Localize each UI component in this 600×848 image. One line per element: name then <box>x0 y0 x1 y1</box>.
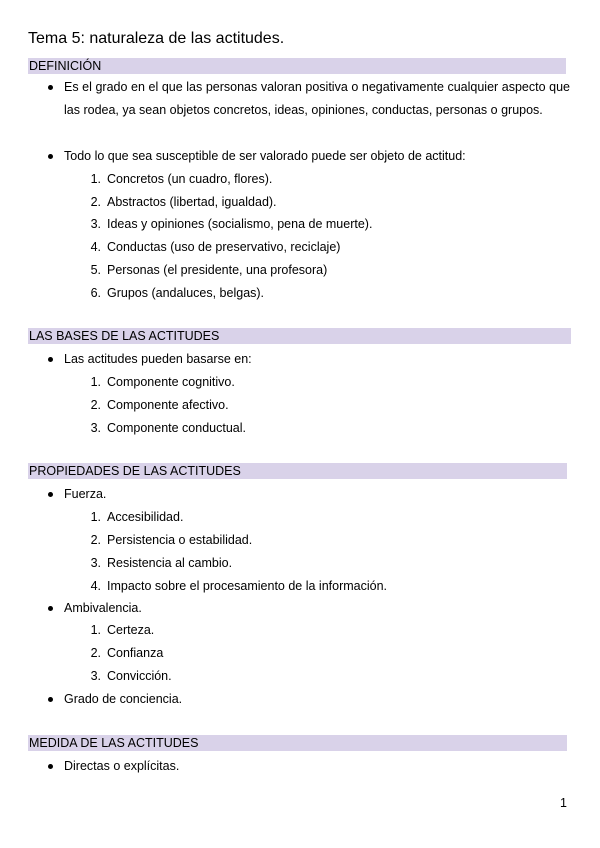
bullet-medida-1: Directas o explícitas. <box>64 755 179 778</box>
bullet-definicion-1: Es el grado en el que las personas valoran positiva o negativamente cualquier aspecto que las rodea, ya sean objetos concretos, ideas, opiniones, conductas, personas o grupos. <box>64 76 570 122</box>
document-title: Tema 5: naturaleza de las actitudes. <box>28 30 285 47</box>
list-item-definicion-3 <box>82 213 372 236</box>
section-heading-medida: MEDIDA DE LAS ACTITUDES <box>28 735 567 751</box>
bullet-bases-1: Las actitudes pueden basarse en: <box>64 348 252 371</box>
list-item-text: Persistencia o estabilidad. <box>107 533 253 547</box>
bullet-ambivalencia: Ambivalencia. <box>64 597 142 620</box>
list-item-text: Convicción. <box>107 669 172 683</box>
list-item-text: Componente afectivo. <box>107 398 229 412</box>
bullet-fuerza: Fuerza. <box>64 483 106 506</box>
bullet-definicion-2: Todo lo que sea susceptible de ser valorado puede ser objeto de actitud: <box>64 145 466 168</box>
list-item-definicion-4 <box>82 236 340 259</box>
list-number: 2. <box>90 195 101 209</box>
list-item-fuerza-4 <box>82 575 387 598</box>
list-item-text: Confianza <box>107 646 164 660</box>
list-item-bases-2 <box>82 394 229 417</box>
list-item-fuerza-1 <box>82 506 183 529</box>
list-number: 1. <box>90 623 101 637</box>
list-item-fuerza-3 <box>82 552 232 575</box>
list-item-text: Conductas (uso de preservativo, reciclaje) <box>107 240 341 254</box>
list-number: 3. <box>90 556 101 570</box>
list-item-definicion-5 <box>82 259 327 282</box>
list-item-text: Impacto sobre el procesamiento de la información. <box>107 579 388 593</box>
list-number: 3. <box>90 421 101 435</box>
page-number: 1 <box>560 796 567 810</box>
list-item-text: Personas (el presidente, una profesora) <box>107 263 328 277</box>
list-item-text: Resistencia al cambio. <box>107 556 233 570</box>
list-number: 3. <box>90 217 101 231</box>
list-number: 2. <box>90 398 101 412</box>
list-item-text: Grupos (andaluces, belgas). <box>107 286 265 300</box>
list-number: 6. <box>90 286 101 300</box>
list-item-text: Componente conductual. <box>107 421 246 435</box>
list-number: 5. <box>90 263 101 277</box>
list-item-text: Accesibilidad. <box>107 510 184 524</box>
list-item-text: Componente cognitivo. <box>107 375 235 389</box>
list-item-bases-3 <box>82 417 246 440</box>
list-number: 2. <box>90 646 101 660</box>
list-number: 1. <box>90 510 101 524</box>
list-item-definicion-2 <box>82 191 277 214</box>
list-item-text: Certeza. <box>107 623 155 637</box>
bullet-grado-conciencia: Grado de conciencia. <box>64 688 182 711</box>
list-number: 1. <box>90 375 101 389</box>
list-number: 4. <box>90 579 101 593</box>
section-heading-propiedades: PROPIEDADES DE LAS ACTITUDES <box>28 463 567 479</box>
list-item-bases-1 <box>82 371 235 394</box>
list-item-ambivalencia-1 <box>82 619 154 642</box>
list-number: 3. <box>90 669 101 683</box>
list-item-text: Ideas y opiniones (socialismo, pena de muerte). <box>107 217 373 231</box>
list-item-definicion-1 <box>82 168 272 191</box>
list-number: 2. <box>90 533 101 547</box>
list-item-text: Concretos (un cuadro, flores). <box>107 172 273 186</box>
list-item-ambivalencia-3 <box>82 665 172 688</box>
list-item-text: Abstractos (libertad, igualdad). <box>107 195 277 209</box>
section-heading-bases: LAS BASES DE LAS ACTITUDES <box>28 328 571 344</box>
list-item-fuerza-2 <box>82 529 252 552</box>
list-number: 4. <box>90 240 101 254</box>
list-item-definicion-6 <box>82 282 264 305</box>
section-heading-definicion: DEFINICIÓN <box>28 58 566 74</box>
list-item-ambivalencia-2 <box>82 642 163 665</box>
list-number: 1. <box>90 172 101 186</box>
